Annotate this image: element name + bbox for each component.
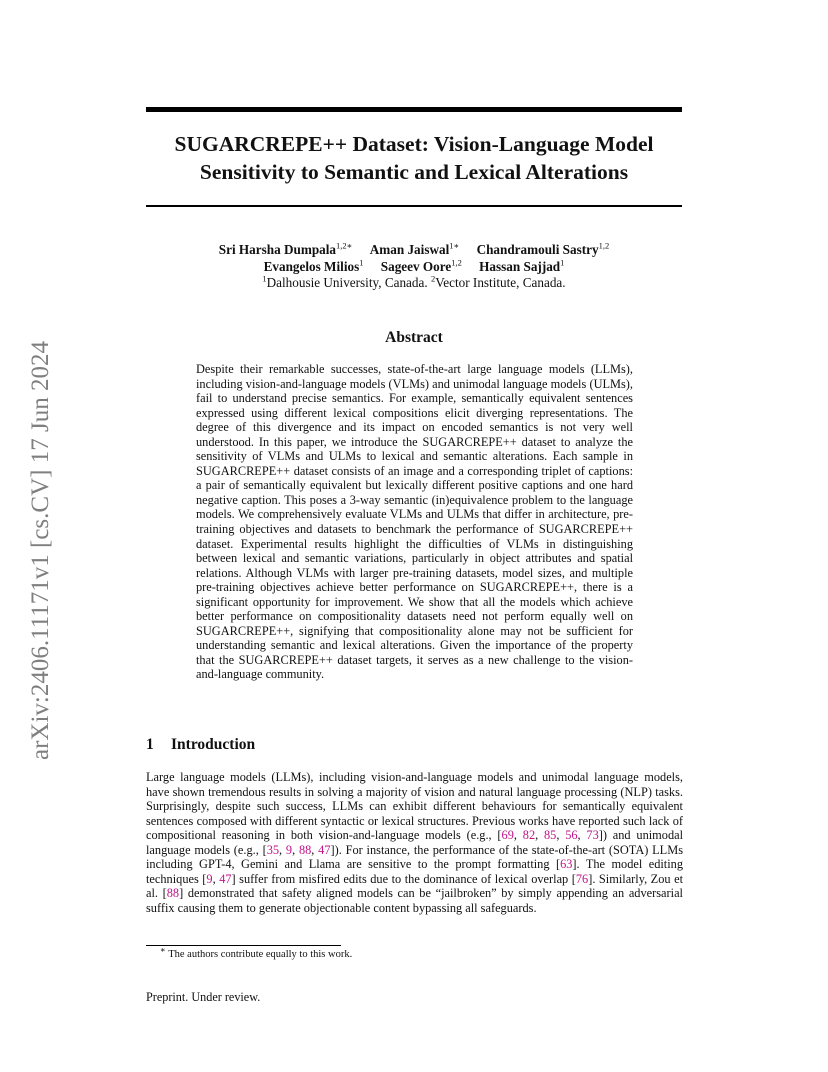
author-name: Sri Harsha Dumpala xyxy=(218,242,337,257)
citation-link[interactable]: 9 xyxy=(206,871,213,886)
preprint-notice: Preprint. Under review. xyxy=(146,990,261,1004)
intro-text: Large language models (LLMs), including vision-and-language models and unimodal language models, have shown tremendous results in solving a majority of vision and natural language processing (NLP) tasks. Surprisingly, despite such success, LLMs can exhibit different behaviours for semantically equivalent sentences composed with different syntactic or lexical structures. Previous works have reported such lack of compositional reasoning in both vision-and-language models (e.g., xyxy=(146,770,683,843)
intro-text: ) and unimodal language models (e.g., [ xyxy=(146,828,684,857)
author-affiliation: 1,2 xyxy=(598,240,610,251)
intro-text: ] demonstrated that safety aligned models can be “jailbroken” by simply appending an adversarial suffix causing them to generate objectionable content bypassing all safeguards. xyxy=(146,886,683,915)
title-line-2: Sensitivity to Semantic and Lexical Alterations xyxy=(199,160,629,184)
intro-text: ]. The model editing techniques [ xyxy=(146,857,684,886)
author-affiliation: 1,2 xyxy=(451,257,462,268)
citation-link[interactable]: 85 xyxy=(543,828,557,843)
citation-link[interactable]: 82 xyxy=(522,828,536,843)
author-affiliation: 1∗ xyxy=(449,240,460,251)
citation-link[interactable]: 88 xyxy=(166,886,180,901)
citation-link[interactable]: 35 xyxy=(266,842,280,857)
citation-link[interactable]: 9 xyxy=(285,842,293,857)
intro-text: ]). For instance, the performance of the state-of-the-art (SOTA) LLMs including GPT-4, Gemini and Llama are sensitive to the prompt formatting [ xyxy=(146,842,683,872)
citation-link[interactable]: 88 xyxy=(298,842,312,857)
citation-link[interactable]: 73 xyxy=(586,828,599,843)
intro-text: ] suffer from misfired edits due to the dominance of lexical overlap [ xyxy=(231,871,576,886)
citation-link[interactable]: 69 xyxy=(501,828,514,843)
author-name: Sageev Oore xyxy=(380,258,452,274)
citation-link[interactable]: 76 xyxy=(575,871,589,886)
author-affiliation: 1 xyxy=(359,257,364,268)
footnote xyxy=(160,944,353,960)
author-block xyxy=(146,242,682,292)
citation-link[interactable]: 47 xyxy=(318,842,331,857)
affiliation-1: Dalhousie University, Canada. xyxy=(266,275,428,290)
citation-link[interactable]: 63 xyxy=(560,857,573,872)
author-row-2 xyxy=(146,259,682,276)
author-name: Aman Jaiswal xyxy=(369,242,450,257)
arxiv-stamp: arXiv:2406.11171v1 [cs.CV] 17 Jun 2024 xyxy=(27,341,54,760)
section-number: 1 xyxy=(146,736,154,753)
section-heading xyxy=(146,736,255,754)
footnote-rule xyxy=(146,945,341,946)
intro-paragraph: Large language models (LLMs), including vision-and-language models and unimodal language models, have shown tremendous results in solving a majority of vision and natural language processing (NLP) tasks. Surprisingly, despite such success, LLMs can exhibit different behaviours for semantically equivalent sentences composed with different syntactic or lexical structures. Previous works have reported such lack of compositional reasoning in both vision-and-language models (e.g., [69, 82, 85, 56, 73]) and unimodal language models (e.g., [35, 9, 88, 47]). For instance, the performance of the state-of-the-art (SOTA) LLMs including GPT-4, Gemini and Llama are sensitive to the prompt formatting [63]. The model editing techniques [9, 47] suffer from misfired edits due to the dominance of lexical overlap [76]. Similarly, Zou et al. [88] demonstrated that safety aligned models can be “jailbroken” by simply appending an adversarial suffix causing them to generate objectionable content bypassing all safeguards. xyxy=(146,770,684,915)
author-affiliation: 1,2∗ xyxy=(336,240,353,251)
author-affiliation: 1 xyxy=(560,257,565,268)
footnote-text: The authors contribute equally to this work. xyxy=(168,949,353,960)
affiliations xyxy=(146,275,682,292)
intro-text: ]. Similarly, Zou et al. [ xyxy=(146,871,683,901)
author-row-1 xyxy=(146,242,682,259)
citation-link[interactable]: 56 xyxy=(565,828,578,843)
author-name: Hassan Sajjad xyxy=(479,258,561,274)
affiliation-2: Vector Institute, Canada. xyxy=(435,275,566,290)
author-name: Evangelos Milios xyxy=(263,258,360,274)
section-title: Introduction xyxy=(171,736,256,753)
author-name: Chandramouli Sastry xyxy=(476,242,599,257)
title-line-1: SUGARCREPE++ Dataset: Vision-Language Model xyxy=(174,132,654,156)
title-bottom-rule xyxy=(146,205,682,207)
paper-title xyxy=(146,130,682,186)
abstract-heading: Abstract xyxy=(385,329,443,346)
abstract-body: Despite their remarkable successes, state-of-the-art large language models (LLMs), including vision-and-language models (VLMs) and unimodal language models (ULMs), fail to understand precise semantics. For example, semantically equivalent sentences expressed using different lexical compositions elicit diverging representations. The degree of this divergence and its impact on encoded semantics is not very well understood. In this paper, we introduce the SUGARCREPE++ dataset to analyze the sensitivity of VLMs and ULMs to lexical and semantic alterations. Each sample in SUGARCREPE++ dataset consists of an image and a corresponding triplet of captions: a pair of semantically equivalent but lexically different positive captions and one hard negative caption. This poses a 3-way semantic (in)equivalence problem to the language models. We comprehensively evaluate VLMs and ULMs that differ in architecture, pre-training objectives and datasets to benchmark the performance of SUGARCREPE++ dataset. Experimental results highlight the difficulties of VLMs in distinguishing between lexical and semantic variations, particularly in object attributes and spatial relations. Although VLMs with larger pre-training datasets, model sizes, and multiple pre-training objectives achieve better performance on SUGARCREPE++, there is a significant opportunity for improvement. We show that all the models which achieve better performance on compositionality datasets need not perform equally well on SUGARCREPE++, signifying that compositionality alone may not be sufficient for understanding semantic and lexical alterations. Given the importance of the property that the SUGARCREPE++ dataset targets, it serves as a new challenge to the vision-and-language community. xyxy=(196,362,633,682)
affiliation-mark: 1 xyxy=(262,273,267,284)
affiliation-mark: 2 xyxy=(430,273,436,284)
citation-link[interactable]: 47 xyxy=(219,871,232,886)
footnote-mark: ∗ xyxy=(160,944,166,955)
title-top-rule xyxy=(146,107,682,112)
